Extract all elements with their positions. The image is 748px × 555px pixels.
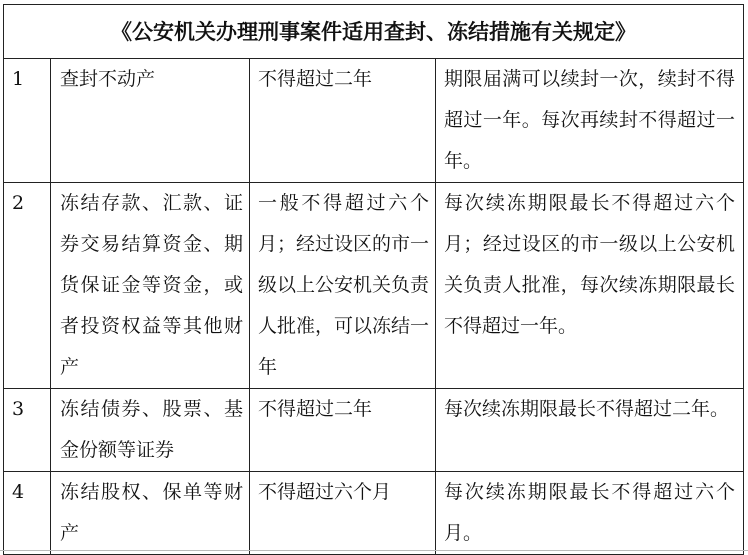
row-number: 3 (4, 389, 51, 472)
measure-renewal: 每次续冻期限最长不得超过六个月。 (436, 472, 744, 555)
measure-item: 冻结存款、汇款、证券交易结算资金、期货保证金等资金，或者投资权益等其他财产 (51, 183, 250, 389)
table-row (4, 59, 744, 183)
table-row (4, 183, 744, 389)
row-number: 2 (4, 183, 51, 389)
measure-item: 查封不动产 (51, 59, 250, 183)
measure-term: 不得超过二年 (250, 389, 436, 472)
measure-term: 一般不得超过六个月；经过设区的市一级以上公安机关负责人批准，可以冻结一年 (250, 183, 436, 389)
row-number: 4 (4, 472, 51, 555)
measure-renewal: 每次续冻期限最长不得超过六个月；经过设区的市一级以上公安机关负责人批准，每次续冻期限最长不得超过一年。 (436, 183, 744, 389)
regulation-table-container (3, 4, 743, 555)
measure-item: 冻结债券、股票、基金份额等证券 (51, 389, 250, 472)
regulation-table (3, 4, 744, 555)
measure-item: 冻结股权、保单等财产 (51, 472, 250, 555)
table-title: 《公安机关办理刑事案件适用查封、冻结措施有关规定》 (4, 5, 744, 59)
table-row (4, 389, 744, 472)
measure-term: 不得超过二年 (250, 59, 436, 183)
row-number: 1 (4, 59, 51, 183)
table-row (4, 472, 744, 555)
measure-renewal: 每次续冻期限最长不得超过二年。 (436, 389, 744, 472)
measure-term: 不得超过六个月 (250, 472, 436, 555)
page-bottom-divider (0, 550, 748, 551)
measure-renewal: 期限届满可以续封一次，续封不得超过一年。每次再续封不得超过一年。 (436, 59, 744, 183)
title-row (4, 5, 744, 59)
